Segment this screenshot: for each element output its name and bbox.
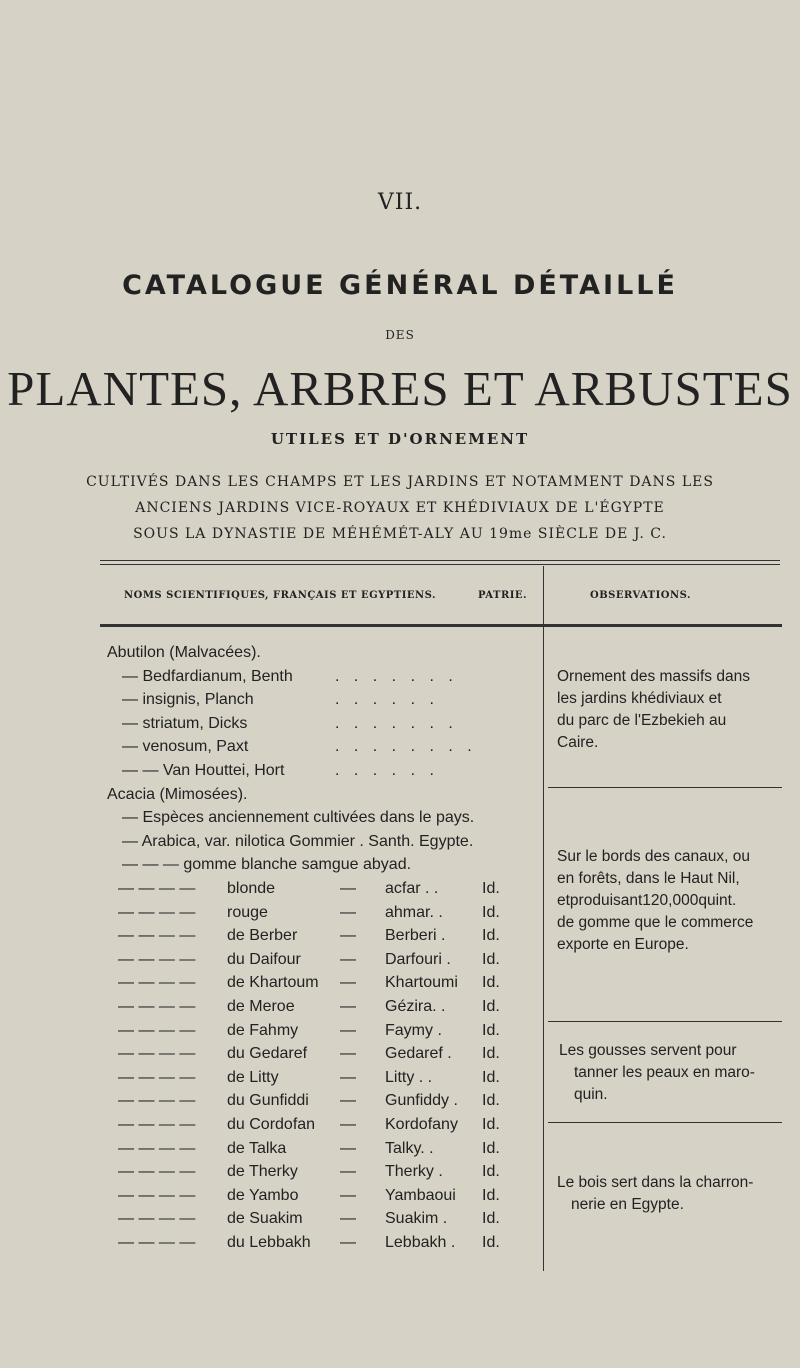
observation-gousses: [559, 1040, 781, 1106]
row-name: Abutilon (Malvacées).: [107, 644, 261, 661]
row-name: — venosum, Paxt: [122, 738, 249, 756]
observation-arabica: [557, 846, 779, 956]
row-egyptian-name: acfar . .: [385, 880, 439, 897]
row-egyptian-name: Talky. .: [385, 1139, 434, 1157]
row-name: — insignis, Planch: [122, 691, 254, 709]
row-french-name: de Talka: [227, 1139, 287, 1157]
row-dots: . . . . . . .: [335, 667, 458, 685]
row-french-name: du Cordofan: [227, 1116, 316, 1133]
row-name: — Bedfardianum, Benth: [122, 667, 293, 685]
row-french-name: blonde: [227, 880, 276, 897]
des-label: DES: [385, 328, 415, 342]
obs-line: de gomme que le commerce: [557, 914, 754, 931]
obs-line: Caire.: [557, 734, 599, 751]
row-egyptian-name: Faymy .: [385, 1021, 442, 1039]
row-dashes: — — — —: [118, 950, 196, 968]
row-dashes: — — — —: [118, 1021, 196, 1039]
obs-line: Ornement des massifs dans: [557, 668, 750, 685]
row-separator: —: [340, 903, 356, 921]
row-dots: . . . . . .: [335, 762, 439, 779]
header-rule: [100, 624, 782, 627]
row-separator: —: [340, 927, 356, 945]
row-patrie: Id.: [482, 903, 500, 921]
row-egyptian-name: Yambaoui: [385, 1186, 456, 1204]
row-french-name: du Gunfiddi: [227, 1092, 309, 1110]
row-patrie: Id.: [482, 1021, 500, 1039]
row-dashes: — — — —: [118, 1186, 196, 1204]
row-french-name: de Suakim: [227, 1210, 303, 1228]
obs-line: tanner les peaux en maro-: [574, 1064, 755, 1081]
row-separator: —: [340, 1186, 356, 1204]
row-patrie: Id.: [482, 1210, 500, 1228]
header-names: NOMS SCIENTIFIQUES, FRANÇAIS ET EGYPTIENS.: [124, 590, 437, 601]
row-patrie: Id.: [482, 1163, 500, 1181]
row-patrie: Id.: [482, 950, 500, 968]
row-dots: . . . . . . . .: [335, 738, 477, 756]
column-divider: [543, 566, 544, 1271]
row-separator: —: [340, 1116, 356, 1133]
row-separator: —: [340, 1139, 356, 1157]
main-title: PLANTES, ARBRES ET ARBUSTES: [7, 361, 793, 416]
obs-line: quin.: [574, 1086, 608, 1103]
row-egyptian-name: Khartoumi: [385, 974, 458, 992]
row-name: — — Van Houttei, Hort: [122, 762, 285, 779]
observation-bois: [557, 1172, 787, 1216]
row-dots: . . . . . . .: [335, 714, 458, 732]
obs-separator-3: [548, 1122, 782, 1123]
row-french-name: de Litty: [227, 1068, 279, 1086]
obs-line: nerie en Egypte.: [571, 1196, 684, 1213]
obs-line: Le bois sert dans la charron-: [557, 1174, 754, 1191]
row-separator: —: [340, 1210, 356, 1228]
row-patrie: Id.: [482, 1116, 500, 1133]
description-line-2: ANCIENS JARDINS VICE-ROYAUX ET KHÉDIVIAUX DE L'ÉGYPTE: [135, 500, 665, 516]
row-name: — — — gomme blanche samgue abyad.: [122, 856, 412, 874]
row-egyptian-name: Gunfiddy .: [385, 1092, 458, 1110]
row-egyptian-name: Berberi .: [385, 927, 446, 945]
observation-abutilon: [557, 666, 779, 754]
obs-line: exporte en Europe.: [557, 936, 689, 953]
row-name: Acacia (Mimosées).: [107, 785, 248, 803]
row-egyptian-name: Kordofany: [385, 1116, 458, 1133]
row-separator: —: [340, 1234, 356, 1251]
row-french-name: rouge: [227, 903, 268, 921]
row-dashes: — — — —: [118, 1139, 196, 1157]
row-french-name: de Meroe: [227, 998, 295, 1015]
obs-separator-1: [548, 787, 782, 788]
description-line-3: SOUS LA DYNASTIE DE MÉHÉMÉT-ALY AU 19me SIÈCLE DE J. C.: [133, 526, 667, 542]
row-name: — Espèces anciennement cultivées dans le pays.: [122, 809, 475, 827]
row-patrie: Id.: [482, 974, 500, 992]
row-dashes: — — — —: [118, 1210, 196, 1228]
row-separator: —: [340, 950, 356, 968]
top-rule-2: [100, 564, 780, 565]
row-patrie: Id.: [482, 1092, 500, 1110]
row-dashes: — — — —: [118, 903, 196, 921]
row-patrie: Id.: [482, 927, 500, 945]
row-egyptian-name: Darfouri .: [385, 950, 451, 968]
row-dashes: — — — —: [118, 1116, 196, 1133]
header-patrie: PATRIE.: [478, 590, 528, 601]
row-dashes: — — — —: [118, 998, 196, 1015]
row-dashes: — — — —: [118, 1234, 196, 1251]
page-number: VII.: [377, 190, 423, 215]
row-patrie: Id.: [482, 1234, 500, 1251]
obs-line: du parc de l'Ezbekieh au: [557, 712, 727, 729]
row-patrie: Id.: [482, 998, 500, 1015]
row-french-name: de Berber: [227, 927, 298, 945]
obs-separator-2: [548, 1021, 782, 1022]
row-patrie: Id.: [482, 1045, 500, 1063]
obs-line: en forêts, dans le Haut Nil,: [557, 870, 740, 887]
catalogue-title: CATALOGUE GÉNÉRAL DÉTAILLÉ: [122, 270, 678, 301]
row-egyptian-name: Gézira. .: [385, 998, 446, 1015]
row-dashes: — — — —: [118, 1092, 196, 1110]
obs-line: Les gousses servent pour: [559, 1042, 737, 1059]
row-patrie: Id.: [482, 1186, 500, 1204]
row-dashes: — — — —: [118, 1163, 196, 1181]
row-french-name: du Lebbakh: [227, 1234, 311, 1251]
row-patrie: Id.: [482, 880, 500, 897]
row-separator: —: [340, 998, 356, 1015]
header-observations: OBSERVATIONS.: [590, 590, 691, 601]
row-separator: —: [340, 1092, 356, 1110]
row-french-name: du Daifour: [227, 950, 301, 968]
row-name: — Arabica, var. nilotica Gommier . Santh. Egypte.: [122, 832, 474, 850]
row-dashes: — — — —: [118, 880, 196, 897]
row-separator: —: [340, 1163, 356, 1181]
row-patrie: Id.: [482, 1068, 500, 1086]
row-separator: —: [340, 880, 356, 897]
row-separator: —: [340, 974, 356, 992]
row-dashes: — — — —: [118, 974, 196, 992]
row-french-name: de Yambo: [227, 1186, 299, 1204]
row-egyptian-name: Therky .: [385, 1163, 443, 1181]
obs-line: Sur le bords des canaux, ou: [557, 848, 751, 865]
row-patrie: Id.: [482, 1139, 500, 1157]
row-egyptian-name: Gedaref .: [385, 1045, 452, 1063]
top-rule-1: [100, 560, 780, 561]
row-dashes: — — — —: [118, 927, 196, 945]
row-separator: —: [340, 1068, 356, 1086]
row-dashes: — — — —: [118, 1045, 196, 1063]
row-egyptian-name: Suakim .: [385, 1210, 448, 1228]
row-french-name: de Fahmy: [227, 1021, 299, 1039]
row-egyptian-name: Litty . .: [385, 1068, 433, 1086]
row-name: — striatum, Dicks: [122, 714, 248, 732]
row-french-name: de Therky: [227, 1163, 298, 1181]
row-egyptian-name: ahmar. .: [385, 903, 443, 921]
obs-line: les jardins khédiviaux et: [557, 690, 722, 707]
row-french-name: du Gedaref: [227, 1045, 308, 1063]
description-line-1: CULTIVÉS DANS LES CHAMPS ET LES JARDINS ET NOTAMMENT DANS LES: [86, 474, 714, 490]
row-separator: —: [340, 1045, 356, 1063]
row-dots: . . . . . .: [335, 691, 439, 709]
row-french-name: de Khartoum: [227, 974, 319, 992]
row-egyptian-name: Lebbakh .: [385, 1234, 456, 1251]
obs-line: etproduisant120,000quint.: [557, 892, 737, 909]
row-dashes: — — — —: [118, 1068, 196, 1086]
subtitle: UTILES ET D'ORNEMENT: [270, 430, 530, 448]
row-separator: —: [340, 1021, 356, 1039]
